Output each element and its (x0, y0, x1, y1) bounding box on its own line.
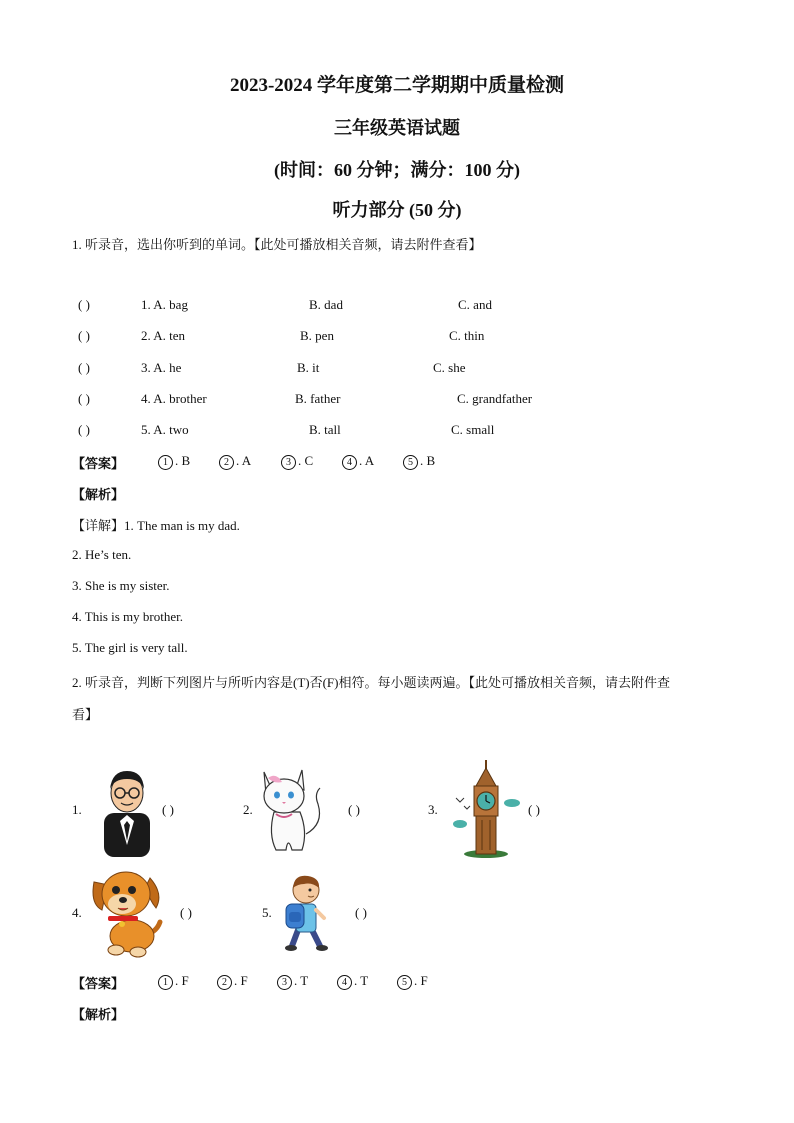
answer-value: . T (294, 973, 309, 988)
circled-number: 2 (217, 975, 232, 990)
option-b: B. father (295, 391, 341, 406)
q1-detail-4: 4. This is my brother. (72, 609, 183, 624)
exam-subtitle: 三年级英语试题 (334, 118, 460, 138)
q1-prompt: 1. 听录音，选出你听到的单词。【此处可播放相关音频，请去附件查看】 (72, 237, 482, 252)
q2-item-1-number: 1. (72, 802, 82, 817)
q2-analysis-label: 【解析】 (72, 1007, 125, 1022)
q1-detail-5: 5. The girl is very tall. (72, 640, 188, 655)
circled-number: 3 (277, 975, 292, 990)
q2-item-3-blank[interactable]: ( ) (528, 802, 540, 817)
q2-item-1-blank[interactable]: ( ) (162, 802, 174, 817)
circled-number: 2 (219, 455, 234, 470)
option-b: B. it (297, 360, 320, 375)
q2-answer-1 (158, 973, 189, 990)
option-c: C. and (458, 297, 492, 312)
answer-label: 【答案】 (72, 976, 125, 991)
q2-answer-2 (217, 973, 248, 990)
option-c: C. small (451, 422, 495, 437)
q1-answer-3 (281, 453, 313, 470)
q2-answer-4 (337, 973, 368, 990)
q2-item-2-blank[interactable]: ( ) (348, 802, 360, 817)
q1-answer-5 (403, 453, 435, 470)
answer-blank[interactable]: ( ) (78, 297, 90, 312)
circled-number: 5 (397, 975, 412, 990)
answer-blank[interactable]: ( ) (78, 328, 90, 343)
answer-label: 【答案】 (72, 456, 125, 471)
answer-blank[interactable]: ( ) (78, 360, 90, 375)
circled-number: 3 (281, 455, 296, 470)
circled-number: 5 (403, 455, 418, 470)
section-title: 听力部分 (50 分) (332, 200, 462, 220)
q1-analysis-label: 【解析】 (72, 487, 125, 502)
q2-answer-3 (277, 973, 308, 990)
option-b: B. dad (309, 297, 343, 312)
option-c: C. grandfather (457, 391, 533, 406)
exam-title: 2023-2024 学年度第二学期期中质量检测 (229, 75, 565, 96)
white-cat-picture (256, 764, 326, 854)
answer-value: . B (175, 453, 191, 468)
q2-prompt-line2: 看】 (72, 707, 99, 722)
circled-number: 1 (158, 975, 173, 990)
option-a: 3. A. he (141, 360, 182, 375)
q2-item-4-blank[interactable]: ( ) (180, 905, 192, 920)
q1-detail-3: 3. She is my sister. (72, 578, 170, 593)
answer-blank[interactable]: ( ) (78, 422, 90, 437)
option-a: 2. A. ten (141, 328, 186, 343)
q2-answer-row (72, 973, 124, 992)
answer-value: . A (236, 453, 252, 468)
option-b: B. pen (300, 328, 334, 343)
q1-answer-2 (219, 453, 251, 470)
boy-with-backpack-picture (282, 870, 334, 952)
q1-answer-4 (342, 453, 374, 470)
option-b: B. tall (309, 422, 341, 437)
clock-tower-picture (452, 758, 524, 858)
answer-blank[interactable]: ( ) (78, 391, 90, 406)
option-a: 4. A. brother (141, 391, 207, 406)
q2-item-4-number: 4. (72, 905, 82, 920)
circled-number: 4 (337, 975, 352, 990)
q2-item-2-number: 2. (243, 802, 253, 817)
q1-answer-row (72, 453, 124, 472)
option-a: 5. A. two (141, 422, 189, 437)
circled-number: 1 (158, 455, 173, 470)
answer-value: . T (354, 973, 369, 988)
q2-item-3-number: 3. (428, 802, 438, 817)
q1-detail-1: 【详解】1. The man is my dad. (72, 518, 240, 533)
answer-value: . F (414, 973, 428, 988)
option-c: C. she (433, 360, 466, 375)
answer-value: . C (298, 453, 314, 468)
option-c: C. thin (449, 328, 485, 343)
q2-item-5-blank[interactable]: ( ) (355, 905, 367, 920)
q2-answer-5 (397, 973, 428, 990)
q1-detail-2: 2. He’s ten. (72, 547, 132, 562)
circled-number: 4 (342, 455, 357, 470)
exam-time-info: (时间：60 分钟；满分：100 分) (274, 160, 520, 180)
q2-prompt-line1: 2. 听录音，判断下列图片与所听内容是(T)否(F)相符。每小题读两遍。【此处可播放相关音频，请去附件查 (72, 675, 670, 690)
q1-answer-1 (158, 453, 190, 470)
man-in-suit-picture (98, 765, 156, 857)
dog-picture (90, 864, 168, 960)
answer-value: . B (420, 453, 436, 468)
q2-item-5-number: 5. (262, 905, 272, 920)
option-a: 1. A. bag (141, 297, 188, 312)
answer-value: . F (234, 973, 248, 988)
answer-value: . A (359, 453, 375, 468)
answer-value: . F (175, 973, 189, 988)
